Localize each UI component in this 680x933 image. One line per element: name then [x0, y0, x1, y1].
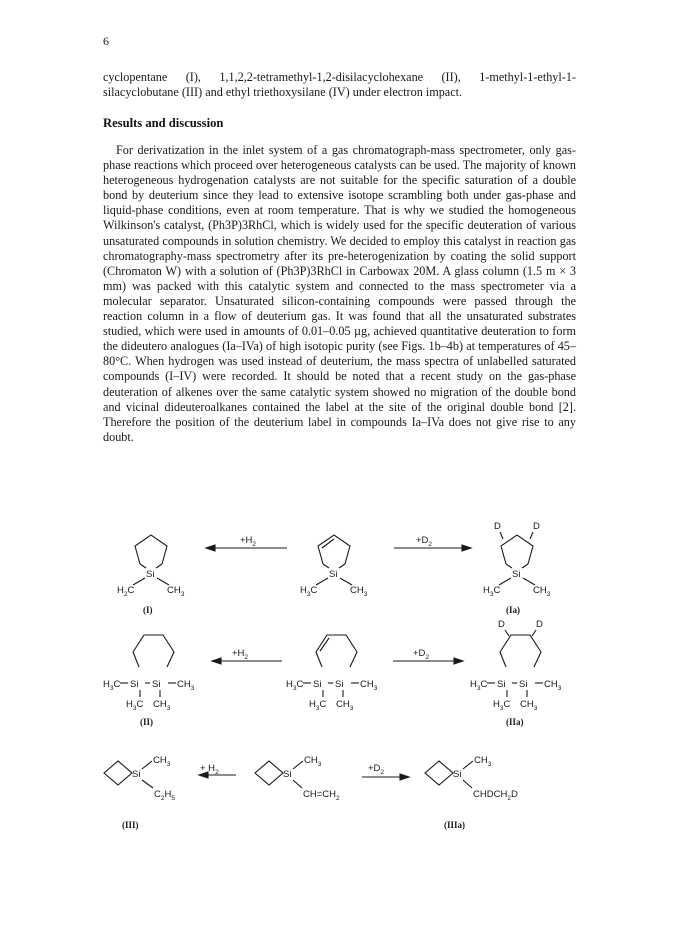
h3c-label: $H_2C$: [117, 585, 135, 598]
arrow-d2-1: [394, 545, 471, 551]
ch3-label: $CH_3$: [304, 755, 322, 768]
ch3-label: $CH_3$: [167, 585, 185, 598]
d2-label: $+D_2$: [413, 648, 430, 661]
compound-label-I: (I): [143, 605, 153, 615]
compound-label-II: (II): [140, 717, 153, 727]
arrow-d2-3: [362, 774, 409, 780]
compound-label-IIa: (IIa): [506, 717, 524, 727]
compound-label-III: (III): [122, 820, 139, 830]
structure-IIene: [303, 635, 359, 697]
structure-III: [104, 761, 153, 788]
d2-label: $+D_2$: [368, 763, 385, 776]
ch3-label: $CH_3$: [544, 679, 562, 692]
ch3-label: $CH_3$: [474, 755, 492, 768]
page-number: 6: [103, 34, 109, 48]
structure-IIIene: [255, 761, 303, 788]
h3c-label: $H_3C$: [126, 699, 144, 712]
d-label: D: [533, 521, 540, 532]
compound-label-Ia: (Ia): [506, 605, 520, 615]
d-label: D: [536, 619, 543, 630]
si-label: Si: [512, 569, 521, 580]
ch3-label: $CH_3$: [533, 585, 551, 598]
si-label: Si: [313, 679, 322, 690]
d2-label: $+D_2$: [416, 535, 433, 548]
si-label: Si: [335, 679, 344, 690]
si-label: Si: [453, 769, 462, 780]
h3c-label: $H_3C$: [470, 679, 488, 692]
d-label: D: [498, 619, 505, 630]
reaction-schemes: [0, 505, 680, 835]
h3c-label: $H_3C$: [286, 679, 304, 692]
h3c-label: $H_3C$: [483, 585, 501, 598]
structure-IIa: [487, 630, 543, 697]
ch3-label: $CH_3$: [520, 699, 538, 712]
ch3-label: $CH_3$: [360, 679, 378, 692]
h3c-label: $H_3C$: [300, 585, 318, 598]
si-label: Si: [152, 679, 161, 690]
si-label: Si: [329, 569, 338, 580]
compound-label-IIIa: (IIIa): [444, 820, 466, 830]
structure-IIIa: [425, 761, 473, 788]
ethyl-label: $C_2H_5$: [154, 789, 175, 802]
si-label: Si: [146, 569, 155, 580]
h2-label: $+H_2$: [232, 648, 249, 661]
structure-II: [120, 635, 176, 697]
ch3-label: $CH_3$: [153, 755, 171, 768]
section-heading: Results and discussion: [103, 116, 224, 130]
d-label: D: [494, 521, 501, 532]
si-label: Si: [497, 679, 506, 690]
body-paragraph: For derivatization in the inlet system of a gas chromatograph-mass spectrometer, only gas-phase reactions which proceed over heterogeneous catalysts can be used. The majority of known heterogeneous hydrogenation catalysts are not suitable for the specific saturation of a double bond by deuterium since they lead to extensive isotope scrambling both under gas-phase and liquid-phase conditions, even at room temperature. That is why we studied the homogeneous Wilkinson's catalyst, (Ph3P)3RhCl, which is widely used for the specific deuteration of various unsaturated compounds in solution chemistry. We decided to employ this catalyst in reaction gas chromatography-mass spectrometry after its pre-heterogenization by coating the solid support (Chromaton W) with a solution of (Ph3P)3RhCl in Carbowax 20M. A glass column (1.5 m × 3 mm) was packed with this catalytic system and connected to the mass spectrometer via a molecular separator. Unsaturated silicon-containing compounds were passed through the reaction column in a flow of deuterium gas. It was found that all the unsaturated substrates studied, which were used in amounts of 0.01–0.05 µg, achieved quantitative deuteration to form the dideutero analogues (Ia–IVa) of high isotopic purity (see Figs. 1b–4b) at temperatures of 45–80°C. When hydrogen was used instead of deuterium, the mass spectra of unlabelled saturated compounds (I–IV) were recorded. It should be noted that a recent study on the gas-phase deuteration of alkenes over the same catalytic system showed no migration of the double bond and vicinal dideuteroalkanes contained the label at the site of the original double bond [2]. Therefore the position of the deuterium label in compounds Ia–IVa does not give rise to any doubt.: [103, 143, 576, 444]
ch3-label: $CH_3$: [336, 699, 354, 712]
si-label: Si: [130, 679, 139, 690]
h3c-label: $H_3C$: [103, 679, 121, 692]
h2-label: + $H_2$: [200, 763, 219, 776]
vinyl-label: $CH=CH_2$: [303, 789, 340, 802]
ch3-label: $CH_3$: [177, 679, 195, 692]
h2-label: $+H_2$: [240, 535, 257, 548]
ch3-label: $CH_3$: [153, 699, 171, 712]
si-label: Si: [519, 679, 528, 690]
h3c-label: $H_3C$: [493, 699, 511, 712]
si-label: Si: [132, 769, 141, 780]
si-label: Si: [283, 769, 292, 780]
ch3-label: $CH_3$: [350, 585, 368, 598]
h3c-label: $H_3C$: [309, 699, 327, 712]
intro-paragraph: cyclopentane (I), 1,1,2,2-tetramethyl-1,2-disilacyclohexane (II), 1-methyl-1-ethyl-1-silacyclobutane (III) and ethyl triethoxysilane (IV) under electron impact.: [103, 70, 576, 100]
chdch2d-label: $CHDCH_2D$: [473, 789, 518, 802]
